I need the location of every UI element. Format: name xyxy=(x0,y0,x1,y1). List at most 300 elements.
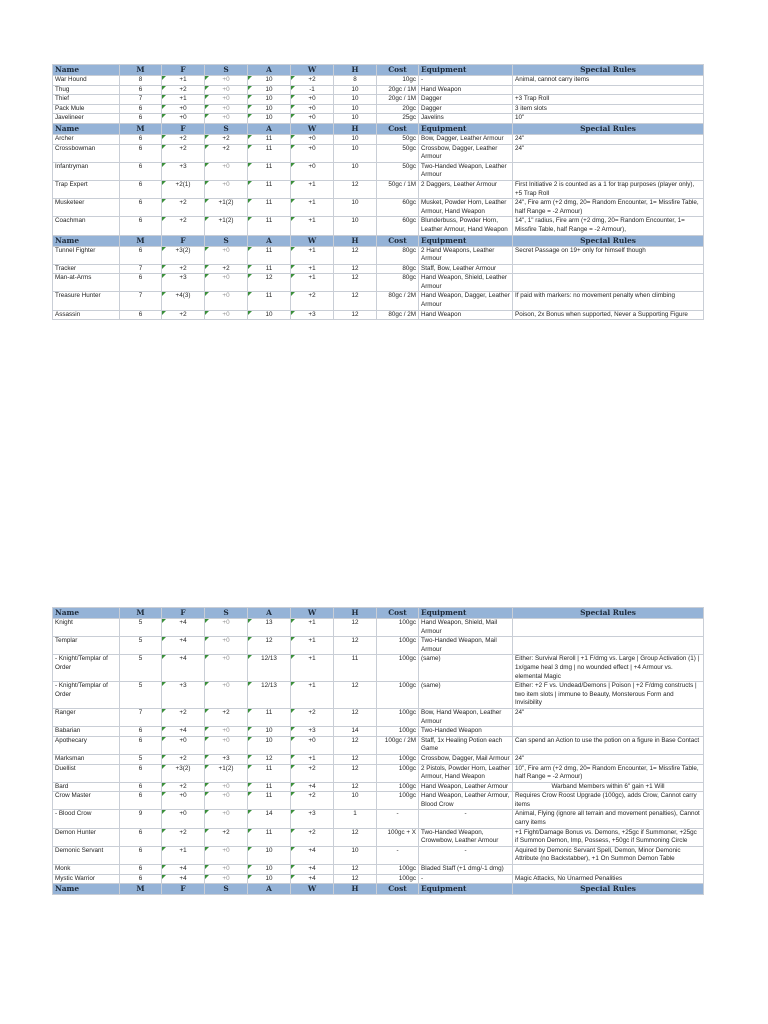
stat-f: +2 xyxy=(162,828,205,846)
table-row xyxy=(53,114,704,124)
table-row xyxy=(53,162,704,180)
unit-equipment: Javelins xyxy=(419,114,513,124)
stat-s: +0 xyxy=(205,874,248,884)
stat-w: +4 xyxy=(291,782,334,792)
unit-name: Javelineer xyxy=(53,114,120,124)
unit-name: Thug xyxy=(53,85,120,95)
header-name: Name xyxy=(53,884,120,895)
header-special-rules: Special Rules xyxy=(513,123,704,134)
stat-a: 10 xyxy=(248,114,291,124)
stat-h: 12 xyxy=(334,782,377,792)
unit-equipment: Staff, Bow, Leather Armour xyxy=(419,264,513,274)
table-row xyxy=(53,810,704,828)
stat-f: +1 xyxy=(162,95,205,105)
stat-a: 11 xyxy=(248,264,291,274)
stat-m: 6 xyxy=(120,865,162,875)
stat-m: 5 xyxy=(120,754,162,764)
stat-f: +2 xyxy=(162,264,205,274)
stat-w: +1 xyxy=(291,180,334,198)
unit-cost: 100gc xyxy=(377,727,419,737)
stat-h: 12 xyxy=(334,180,377,198)
stat-m: 6 xyxy=(120,246,162,264)
table-row xyxy=(53,637,704,655)
stat-s: +0 xyxy=(205,792,248,810)
header-h: H xyxy=(334,235,377,246)
stat-s: +2 xyxy=(205,264,248,274)
stat-h: 10 xyxy=(334,104,377,114)
stat-f: +2 xyxy=(162,217,205,235)
stat-w: +0 xyxy=(291,134,334,144)
unit-cost: 100gc xyxy=(377,764,419,782)
header-s: S xyxy=(205,608,248,619)
header-name: Name xyxy=(53,123,120,134)
table-row xyxy=(53,682,704,709)
unit-special-rules: Poison, 2x Bonus when supported, Never a Supporting Figure xyxy=(513,310,704,320)
header-s: S xyxy=(205,123,248,134)
stat-h: 8 xyxy=(334,76,377,86)
table-row xyxy=(53,782,704,792)
stat-f: +1 xyxy=(162,76,205,86)
stat-m: 6 xyxy=(120,727,162,737)
stat-h: 12 xyxy=(334,865,377,875)
stat-f: +3 xyxy=(162,162,205,180)
stat-h: 10 xyxy=(334,144,377,162)
header-row xyxy=(53,884,704,895)
stat-m: 6 xyxy=(120,104,162,114)
stat-h: 11 xyxy=(334,655,377,682)
stat-m: 6 xyxy=(120,199,162,217)
unit-special-rules: 24" xyxy=(513,708,704,726)
header-s: S xyxy=(205,235,248,246)
stat-f: +3(2) xyxy=(162,246,205,264)
stat-s: +2 xyxy=(205,708,248,726)
stat-s: +0 xyxy=(205,727,248,737)
hirelings-table-1 xyxy=(52,64,704,320)
unit-special-rules: Either: Survival Reroll | +1 F/dmg vs. Large | Group Activation (1) | 1x/game heal 3 dmg | no wounded effect | +4 Armour vs. elemental Magic xyxy=(513,655,704,682)
stat-s: +0 xyxy=(205,274,248,292)
stat-m: 6 xyxy=(120,134,162,144)
stat-f: +4 xyxy=(162,727,205,737)
header-w: W xyxy=(291,65,334,76)
unit-equipment: Hand Weapon xyxy=(419,310,513,320)
stat-h: 10 xyxy=(334,95,377,105)
header-special-rules: Special Rules xyxy=(513,235,704,246)
header-a: A xyxy=(248,235,291,246)
unit-name: Crow Master xyxy=(53,792,120,810)
stat-f: +2 xyxy=(162,134,205,144)
stat-w: +0 xyxy=(291,144,334,162)
unit-name: Treasure Hunter xyxy=(53,292,120,310)
stat-s: +0 xyxy=(205,162,248,180)
unit-equipment: Crossbow, Dagger, Leather Armour xyxy=(419,144,513,162)
table-row xyxy=(53,846,704,864)
stat-f: +1 xyxy=(162,846,205,864)
stat-m: 6 xyxy=(120,85,162,95)
unit-cost: - xyxy=(377,810,419,828)
table-row xyxy=(53,144,704,162)
unit-name: Crossbowman xyxy=(53,144,120,162)
unit-equipment: Staff, 1x Healing Potion each Game xyxy=(419,736,513,754)
unit-special-rules: +1 Fight/Damage Bonus vs. Demons, +25gc if Summoner, +25gc if Summon Demon, Imp, Possess, +50gc if Summoning Circle xyxy=(513,828,704,846)
stat-h: 12 xyxy=(334,708,377,726)
stat-w: +0 xyxy=(291,95,334,105)
stat-f: +0 xyxy=(162,810,205,828)
unit-name: - Blood Crow xyxy=(53,810,120,828)
stat-a: 12/13 xyxy=(248,655,291,682)
unit-equipment: - xyxy=(419,846,513,864)
unit-special-rules xyxy=(513,727,704,737)
unit-equipment: - xyxy=(419,810,513,828)
header-h: H xyxy=(334,65,377,76)
stat-m: 6 xyxy=(120,144,162,162)
stat-a: 10 xyxy=(248,727,291,737)
stat-w: +1 xyxy=(291,217,334,235)
stat-f: +3 xyxy=(162,274,205,292)
unit-name: Knight xyxy=(53,619,120,637)
stat-s: +0 xyxy=(205,846,248,864)
header-s: S xyxy=(205,884,248,895)
unit-special-rules: Aquired by Demonic Servant Spell, Demon, Minor Demonic Attribute (no Backstabber), +1 On Summon Demon Table xyxy=(513,846,704,864)
stat-s: +0 xyxy=(205,619,248,637)
unit-cost: 100gc xyxy=(377,637,419,655)
stat-h: 10 xyxy=(334,162,377,180)
unit-equipment: (same) xyxy=(419,655,513,682)
stat-f: +3(2) xyxy=(162,764,205,782)
header-w: W xyxy=(291,608,334,619)
stat-a: 11 xyxy=(248,199,291,217)
stat-m: 6 xyxy=(120,180,162,198)
table-row xyxy=(53,134,704,144)
header-w: W xyxy=(291,884,334,895)
stat-s: +0 xyxy=(205,292,248,310)
unit-equipment: Bladed Staff (+1 dmg/-1 dmg) xyxy=(419,865,513,875)
unit-name: Tracker xyxy=(53,264,120,274)
unit-equipment: Bow, Dagger, Leather Armour xyxy=(419,134,513,144)
unit-name: Archer xyxy=(53,134,120,144)
header-a: A xyxy=(248,608,291,619)
stat-f: +0 xyxy=(162,114,205,124)
stat-w: +0 xyxy=(291,104,334,114)
stat-h: 10 xyxy=(334,114,377,124)
stat-w: +3 xyxy=(291,310,334,320)
unit-special-rules: Animal, cannot carry items xyxy=(513,76,704,86)
stat-w: +1 xyxy=(291,637,334,655)
unit-special-rules xyxy=(513,85,704,95)
stat-w: +4 xyxy=(291,874,334,884)
unit-cost: 80gc / 2M xyxy=(377,310,419,320)
stat-a: 10 xyxy=(248,104,291,114)
table-row xyxy=(53,104,704,114)
unit-name: War Hound xyxy=(53,76,120,86)
stat-h: 12 xyxy=(334,246,377,264)
unit-cost: 20gc xyxy=(377,104,419,114)
stat-w: +1 xyxy=(291,682,334,709)
stat-s: +0 xyxy=(205,95,248,105)
unit-special-rules: 10" xyxy=(513,114,704,124)
header-special-rules: Special Rules xyxy=(513,608,704,619)
stat-f: +4(3) xyxy=(162,292,205,310)
unit-cost: 80gc xyxy=(377,246,419,264)
table-row xyxy=(53,727,704,737)
unit-equipment: 2 Hand Weapons, Leather Armour xyxy=(419,246,513,264)
stat-s: +0 xyxy=(205,104,248,114)
unit-cost: 100gc + X xyxy=(377,828,419,846)
unit-cost: 100gc xyxy=(377,708,419,726)
unit-cost: 80gc xyxy=(377,274,419,292)
header-equipment: Equipment xyxy=(419,235,513,246)
stat-m: 7 xyxy=(120,95,162,105)
unit-special-rules: 24" xyxy=(513,134,704,144)
stat-s: +0 xyxy=(205,682,248,709)
stat-m: 6 xyxy=(120,828,162,846)
table-row xyxy=(53,292,704,310)
stat-h: 12 xyxy=(334,754,377,764)
unit-special-rules: 24" xyxy=(513,144,704,162)
header-m: M xyxy=(120,884,162,895)
stat-w: -1 xyxy=(291,85,334,95)
header-cost: Cost xyxy=(377,65,419,76)
stat-a: 10 xyxy=(248,865,291,875)
unit-special-rules xyxy=(513,637,704,655)
unit-cost: 20gc / 1M xyxy=(377,95,419,105)
unit-name: Apothecary xyxy=(53,736,120,754)
stat-a: 12 xyxy=(248,754,291,764)
stat-f: +4 xyxy=(162,637,205,655)
stat-h: 10 xyxy=(334,134,377,144)
header-f: F xyxy=(162,884,205,895)
stat-s: +0 xyxy=(205,76,248,86)
stat-h: 12 xyxy=(334,619,377,637)
table-row xyxy=(53,180,704,198)
stat-w: +2 xyxy=(291,76,334,86)
stat-m: 6 xyxy=(120,764,162,782)
unit-equipment: Two-Handed Weapon xyxy=(419,727,513,737)
stat-h: 1 xyxy=(334,810,377,828)
table-row xyxy=(53,264,704,274)
unit-special-rules: Can spend an Action to use the potion on a figure in Base Contact xyxy=(513,736,704,754)
stat-h: 14 xyxy=(334,727,377,737)
table-row xyxy=(53,199,704,217)
unit-special-rules xyxy=(513,274,704,292)
stat-m: 6 xyxy=(120,792,162,810)
stat-a: 11 xyxy=(248,144,291,162)
unit-special-rules: Requires Crow Roost Upgrade (100gc), adds Crow, Cannot carry items xyxy=(513,792,704,810)
unit-cost: 100gc / 2M xyxy=(377,736,419,754)
stat-f: +0 xyxy=(162,736,205,754)
header-a: A xyxy=(248,884,291,895)
stat-a: 12 xyxy=(248,274,291,292)
unit-special-rules: 14", 1" radius, Fire arm (+2 dmg, 20= Random Encounter, 1= Missfire Table, half Range = -2 Armour), xyxy=(513,217,704,235)
header-w: W xyxy=(291,123,334,134)
unit-equipment: Hand Weapon, Dagger, Leather Armour xyxy=(419,292,513,310)
stat-f: +2 xyxy=(162,199,205,217)
unit-cost: 100gc xyxy=(377,655,419,682)
stat-w: +4 xyxy=(291,865,334,875)
stat-h: 12 xyxy=(334,764,377,782)
unit-name: Monk xyxy=(53,865,120,875)
unit-name: Templar xyxy=(53,637,120,655)
unit-cost: 60gc xyxy=(377,217,419,235)
unit-equipment: Dagger xyxy=(419,104,513,114)
unit-name: - Knight/Templar of Order xyxy=(53,655,120,682)
stat-m: 6 xyxy=(120,782,162,792)
header-h: H xyxy=(334,123,377,134)
header-equipment: Equipment xyxy=(419,65,513,76)
unit-cost: 100gc xyxy=(377,865,419,875)
header-name: Name xyxy=(53,608,120,619)
stat-m: 6 xyxy=(120,736,162,754)
unit-equipment: 2 Daggers, Leather Armour xyxy=(419,180,513,198)
unit-special-rules: Warband Members within 6" gain +1 Will xyxy=(513,782,704,792)
stat-w: +1 xyxy=(291,754,334,764)
stat-f: +2 xyxy=(162,708,205,726)
stat-a: 11 xyxy=(248,246,291,264)
stat-w: +2 xyxy=(291,708,334,726)
stat-a: 11 xyxy=(248,217,291,235)
stat-a: 10 xyxy=(248,874,291,884)
unit-equipment: Bow, Hand Weapon, Leather Armour xyxy=(419,708,513,726)
unit-special-rules: Either: +2 F vs. Undead/Demons | Poison | +2 F/dmg constructs | two item slots | immune to Beauty, Monsterous Form and Invisibility xyxy=(513,682,704,709)
unit-equipment: Blunderbuss, Powder Horn, Leather Armour, Hand Weapon xyxy=(419,217,513,235)
table-row xyxy=(53,274,704,292)
stat-s: +0 xyxy=(205,85,248,95)
header-f: F xyxy=(162,235,205,246)
unit-special-rules: If paid with markers: no movement penalty when climbing xyxy=(513,292,704,310)
stat-h: 10 xyxy=(334,846,377,864)
stat-h: 12 xyxy=(334,736,377,754)
stat-h: 12 xyxy=(334,310,377,320)
header-f: F xyxy=(162,123,205,134)
unit-equipment: Two-Handed Weapon, Leather Armour xyxy=(419,162,513,180)
stat-f: +4 xyxy=(162,874,205,884)
header-s: S xyxy=(205,65,248,76)
stat-h: 10 xyxy=(334,199,377,217)
stat-s: +0 xyxy=(205,810,248,828)
unit-cost: 100gc xyxy=(377,619,419,637)
header-h: H xyxy=(334,884,377,895)
header-name: Name xyxy=(53,65,120,76)
stat-f: +2 xyxy=(162,144,205,162)
unit-cost: 100gc xyxy=(377,792,419,810)
stat-m: 6 xyxy=(120,274,162,292)
stat-f: +4 xyxy=(162,655,205,682)
stat-w: +0 xyxy=(291,162,334,180)
stat-a: 12/13 xyxy=(248,682,291,709)
unit-special-rules: 3 item slots xyxy=(513,104,704,114)
stat-a: 10 xyxy=(248,95,291,105)
header-f: F xyxy=(162,608,205,619)
stat-a: 10 xyxy=(248,846,291,864)
header-equipment: Equipment xyxy=(419,123,513,134)
unit-cost: 50gc xyxy=(377,162,419,180)
unit-equipment: Hand Weapon xyxy=(419,85,513,95)
header-row xyxy=(53,123,704,134)
unit-name: Coachman xyxy=(53,217,120,235)
header-m: M xyxy=(120,65,162,76)
unit-equipment: Hand Weapon, Shield, Mail Armour xyxy=(419,619,513,637)
table-row xyxy=(53,828,704,846)
header-cost: Cost xyxy=(377,123,419,134)
unit-name: Trap Expert xyxy=(53,180,120,198)
stat-s: +0 xyxy=(205,637,248,655)
unit-name: Musketeer xyxy=(53,199,120,217)
table-row xyxy=(53,217,704,235)
unit-cost: 100gc xyxy=(377,754,419,764)
unit-name: Bard xyxy=(53,782,120,792)
stat-h: 12 xyxy=(334,637,377,655)
stat-m: 7 xyxy=(120,264,162,274)
stat-w: +2 xyxy=(291,764,334,782)
header-a: A xyxy=(248,123,291,134)
unit-cost: 100gc xyxy=(377,682,419,709)
stat-w: +1 xyxy=(291,264,334,274)
header-cost: Cost xyxy=(377,884,419,895)
stat-m: 8 xyxy=(120,76,162,86)
header-m: M xyxy=(120,608,162,619)
unit-special-rules xyxy=(513,162,704,180)
unit-name: Duellist xyxy=(53,764,120,782)
stat-s: +0 xyxy=(205,180,248,198)
stat-m: 5 xyxy=(120,682,162,709)
table-row xyxy=(53,708,704,726)
stat-a: 11 xyxy=(248,782,291,792)
table-row xyxy=(53,85,704,95)
unit-equipment: Crossbow, Dagger, Mail Armour xyxy=(419,754,513,764)
unit-name: Ranger xyxy=(53,708,120,726)
stat-s: +0 xyxy=(205,246,248,264)
stat-w: +1 xyxy=(291,246,334,264)
unit-name: Marksman xyxy=(53,754,120,764)
stat-w: +1 xyxy=(291,655,334,682)
stat-f: +4 xyxy=(162,865,205,875)
unit-cost: 80gc / 2M xyxy=(377,292,419,310)
unit-name: Demon Hunter xyxy=(53,828,120,846)
stat-f: +2 xyxy=(162,85,205,95)
table-row xyxy=(53,619,704,637)
stat-a: 11 xyxy=(248,708,291,726)
table-row xyxy=(53,865,704,875)
unit-equipment: - xyxy=(419,874,513,884)
unit-equipment: Hand Weapon, Leather Armour xyxy=(419,782,513,792)
header-equipment: Equipment xyxy=(419,608,513,619)
stat-w: +4 xyxy=(291,846,334,864)
stat-m: 6 xyxy=(120,846,162,864)
header-row xyxy=(53,65,704,76)
stat-s: +1(2) xyxy=(205,217,248,235)
stat-m: 7 xyxy=(120,292,162,310)
unit-cost: 50gc xyxy=(377,134,419,144)
unit-cost: 100gc xyxy=(377,874,419,884)
stat-h: 10 xyxy=(334,792,377,810)
table-row xyxy=(53,792,704,810)
header-w: W xyxy=(291,235,334,246)
stat-a: 11 xyxy=(248,134,291,144)
table-row xyxy=(53,310,704,320)
unit-special-rules: +3 Trap Roll xyxy=(513,95,704,105)
unit-cost: 100gc xyxy=(377,782,419,792)
stat-w: +2 xyxy=(291,828,334,846)
stat-a: 10 xyxy=(248,85,291,95)
unit-name: - Knight/Templar of Order xyxy=(53,682,120,709)
table-row xyxy=(53,764,704,782)
stat-h: 10 xyxy=(334,217,377,235)
unit-equipment: 2 Pistols, Powder Horn, Leather Armour, Hand Weapon xyxy=(419,764,513,782)
unit-name: Thief xyxy=(53,95,120,105)
unit-name: Man-at-Arms xyxy=(53,274,120,292)
stat-m: 6 xyxy=(120,874,162,884)
stat-f: +2 xyxy=(162,754,205,764)
stat-a: 11 xyxy=(248,828,291,846)
